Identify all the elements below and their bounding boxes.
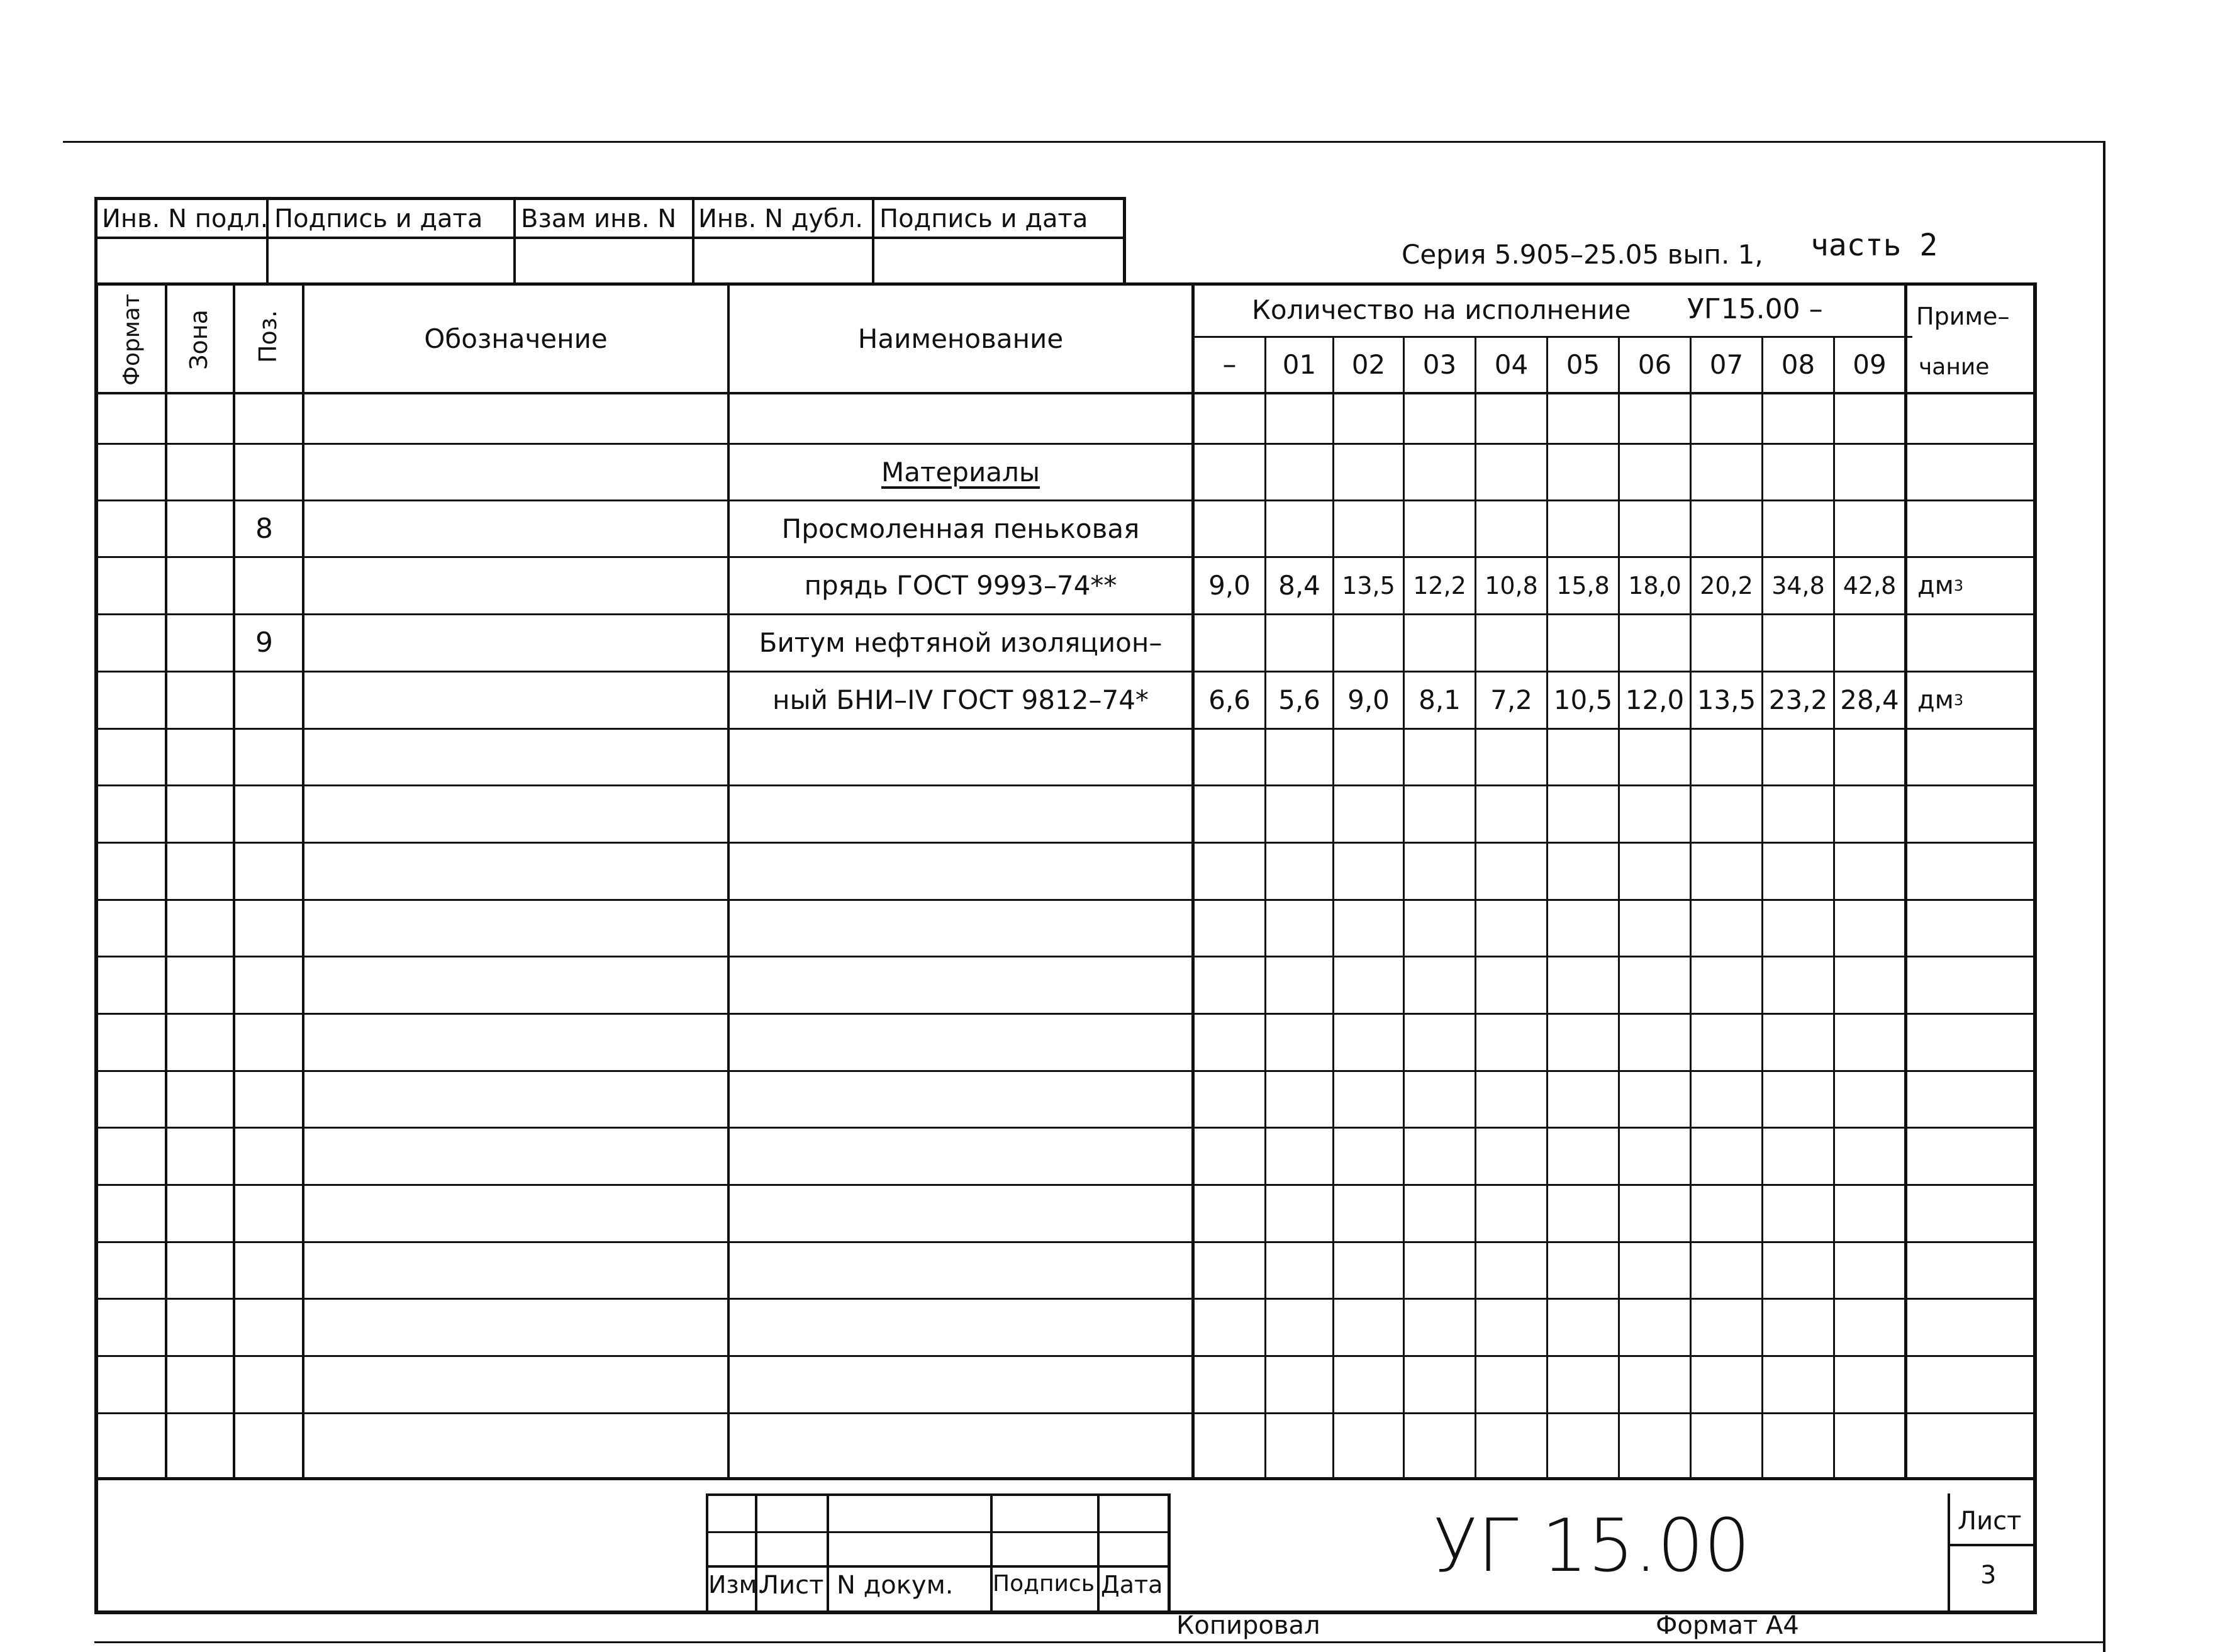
header-designation: Обозначение (424, 323, 608, 354)
variant-header: 02 (1351, 349, 1386, 380)
row-name: прядь ГОСТ 9993–74** (804, 570, 1117, 601)
title-col-doc-number: N докум. (837, 1571, 954, 1600)
row-value: 8,1 (1419, 684, 1461, 715)
row-value: 23,2 (1768, 684, 1828, 715)
header-product-code: УГ15.00 – (1687, 293, 1823, 325)
variant-header: 07 (1709, 349, 1744, 380)
row-note-exponent: 3 (1953, 577, 1964, 594)
row-value: 8,4 (1278, 570, 1320, 601)
row-note-unit: дм (1917, 571, 1954, 600)
row-name: Просмоленная пеньковая (781, 513, 1140, 544)
row-value: 7,2 (1490, 684, 1532, 715)
row-value: 12,2 (1413, 572, 1466, 600)
row-value: 10,8 (1485, 572, 1538, 600)
row-value: 13,5 (1342, 572, 1395, 600)
row-name: ный БНИ–IV ГОСТ 9812–74* (772, 684, 1149, 715)
row-name: Битум нефтяной изоляцион– (759, 627, 1163, 658)
title-col-sheet: Лист (760, 1571, 824, 1600)
header-format: Формат (119, 293, 145, 386)
header-zone: Зона (185, 310, 213, 370)
row-note (1907, 673, 2033, 728)
variant-header: 08 (1781, 349, 1815, 380)
header-name: Наименование (857, 323, 1064, 354)
variant-header: 01 (1282, 349, 1317, 380)
row-value: 6,6 (1208, 684, 1251, 715)
row-value: 28,4 (1840, 684, 1899, 715)
stamp-header-replace-inv: Взам инв. N (521, 204, 677, 233)
row-note-exponent: 3 (1953, 691, 1964, 709)
title-col-date: Дата (1101, 1571, 1163, 1599)
stamp-header-inv-orig: Инв. N подл. (102, 204, 269, 233)
series-part-handwritten: часть 2 (1810, 228, 1938, 263)
row-value: 9,0 (1208, 570, 1251, 601)
variant-header: 04 (1494, 349, 1529, 380)
row-value: 13,5 (1697, 684, 1756, 715)
row-value: 34,8 (1771, 572, 1825, 600)
row-value: 42,8 (1843, 572, 1897, 600)
row-value: 12,0 (1625, 684, 1685, 715)
row-note-unit: дм (1917, 686, 1954, 715)
variant-header: 03 (1422, 349, 1457, 380)
variant-header: 09 (1853, 349, 1887, 380)
title-col-change: Изм. (708, 1571, 765, 1599)
row-value: 10,5 (1553, 684, 1613, 715)
top-frame-line (63, 141, 2105, 143)
stamp-header-signature-date-2: Подпись и дата (879, 204, 1088, 233)
row-value: 20,2 (1700, 572, 1753, 600)
section-title-materials: Материалы (881, 456, 1040, 488)
row-pos: 8 (255, 512, 273, 545)
variant-header: 06 (1637, 349, 1672, 380)
row-value: 15,8 (1556, 572, 1610, 600)
title-col-signature: Подпись (993, 1571, 1095, 1597)
variant-header: – (1222, 349, 1237, 381)
header-pos: Поз. (254, 310, 282, 364)
sheet-label: Лист (1958, 1507, 2022, 1536)
sheet-number: 3 (1980, 1561, 1997, 1590)
stamp-header-inv-dup: Инв. N дубл. (698, 204, 863, 233)
stamp-header-signature-date-1: Подпись и дата (274, 204, 483, 233)
copied-by-label: Копировал (1176, 1611, 1320, 1640)
row-note (1907, 558, 2033, 613)
right-frame-line (2103, 141, 2105, 1652)
row-value: 9,0 (1347, 684, 1390, 715)
bottom-frame-line (94, 1641, 2105, 1643)
header-note-line2: чание (1919, 354, 1990, 380)
document-code: УГ 15.00 (1433, 1504, 1751, 1588)
row-value: 5,6 (1278, 684, 1320, 715)
format-label: Формат А4 (1656, 1611, 1799, 1640)
row-value: 18,0 (1628, 572, 1681, 600)
variant-header: 05 (1566, 349, 1600, 380)
header-note-line1: Приме– (1916, 303, 2010, 330)
series-text: Серия 5.905–25.05 вып. 1, (1402, 239, 1763, 270)
header-quantity-title: Количество на исполнение (1252, 294, 1631, 325)
row-pos: 9 (255, 627, 273, 659)
